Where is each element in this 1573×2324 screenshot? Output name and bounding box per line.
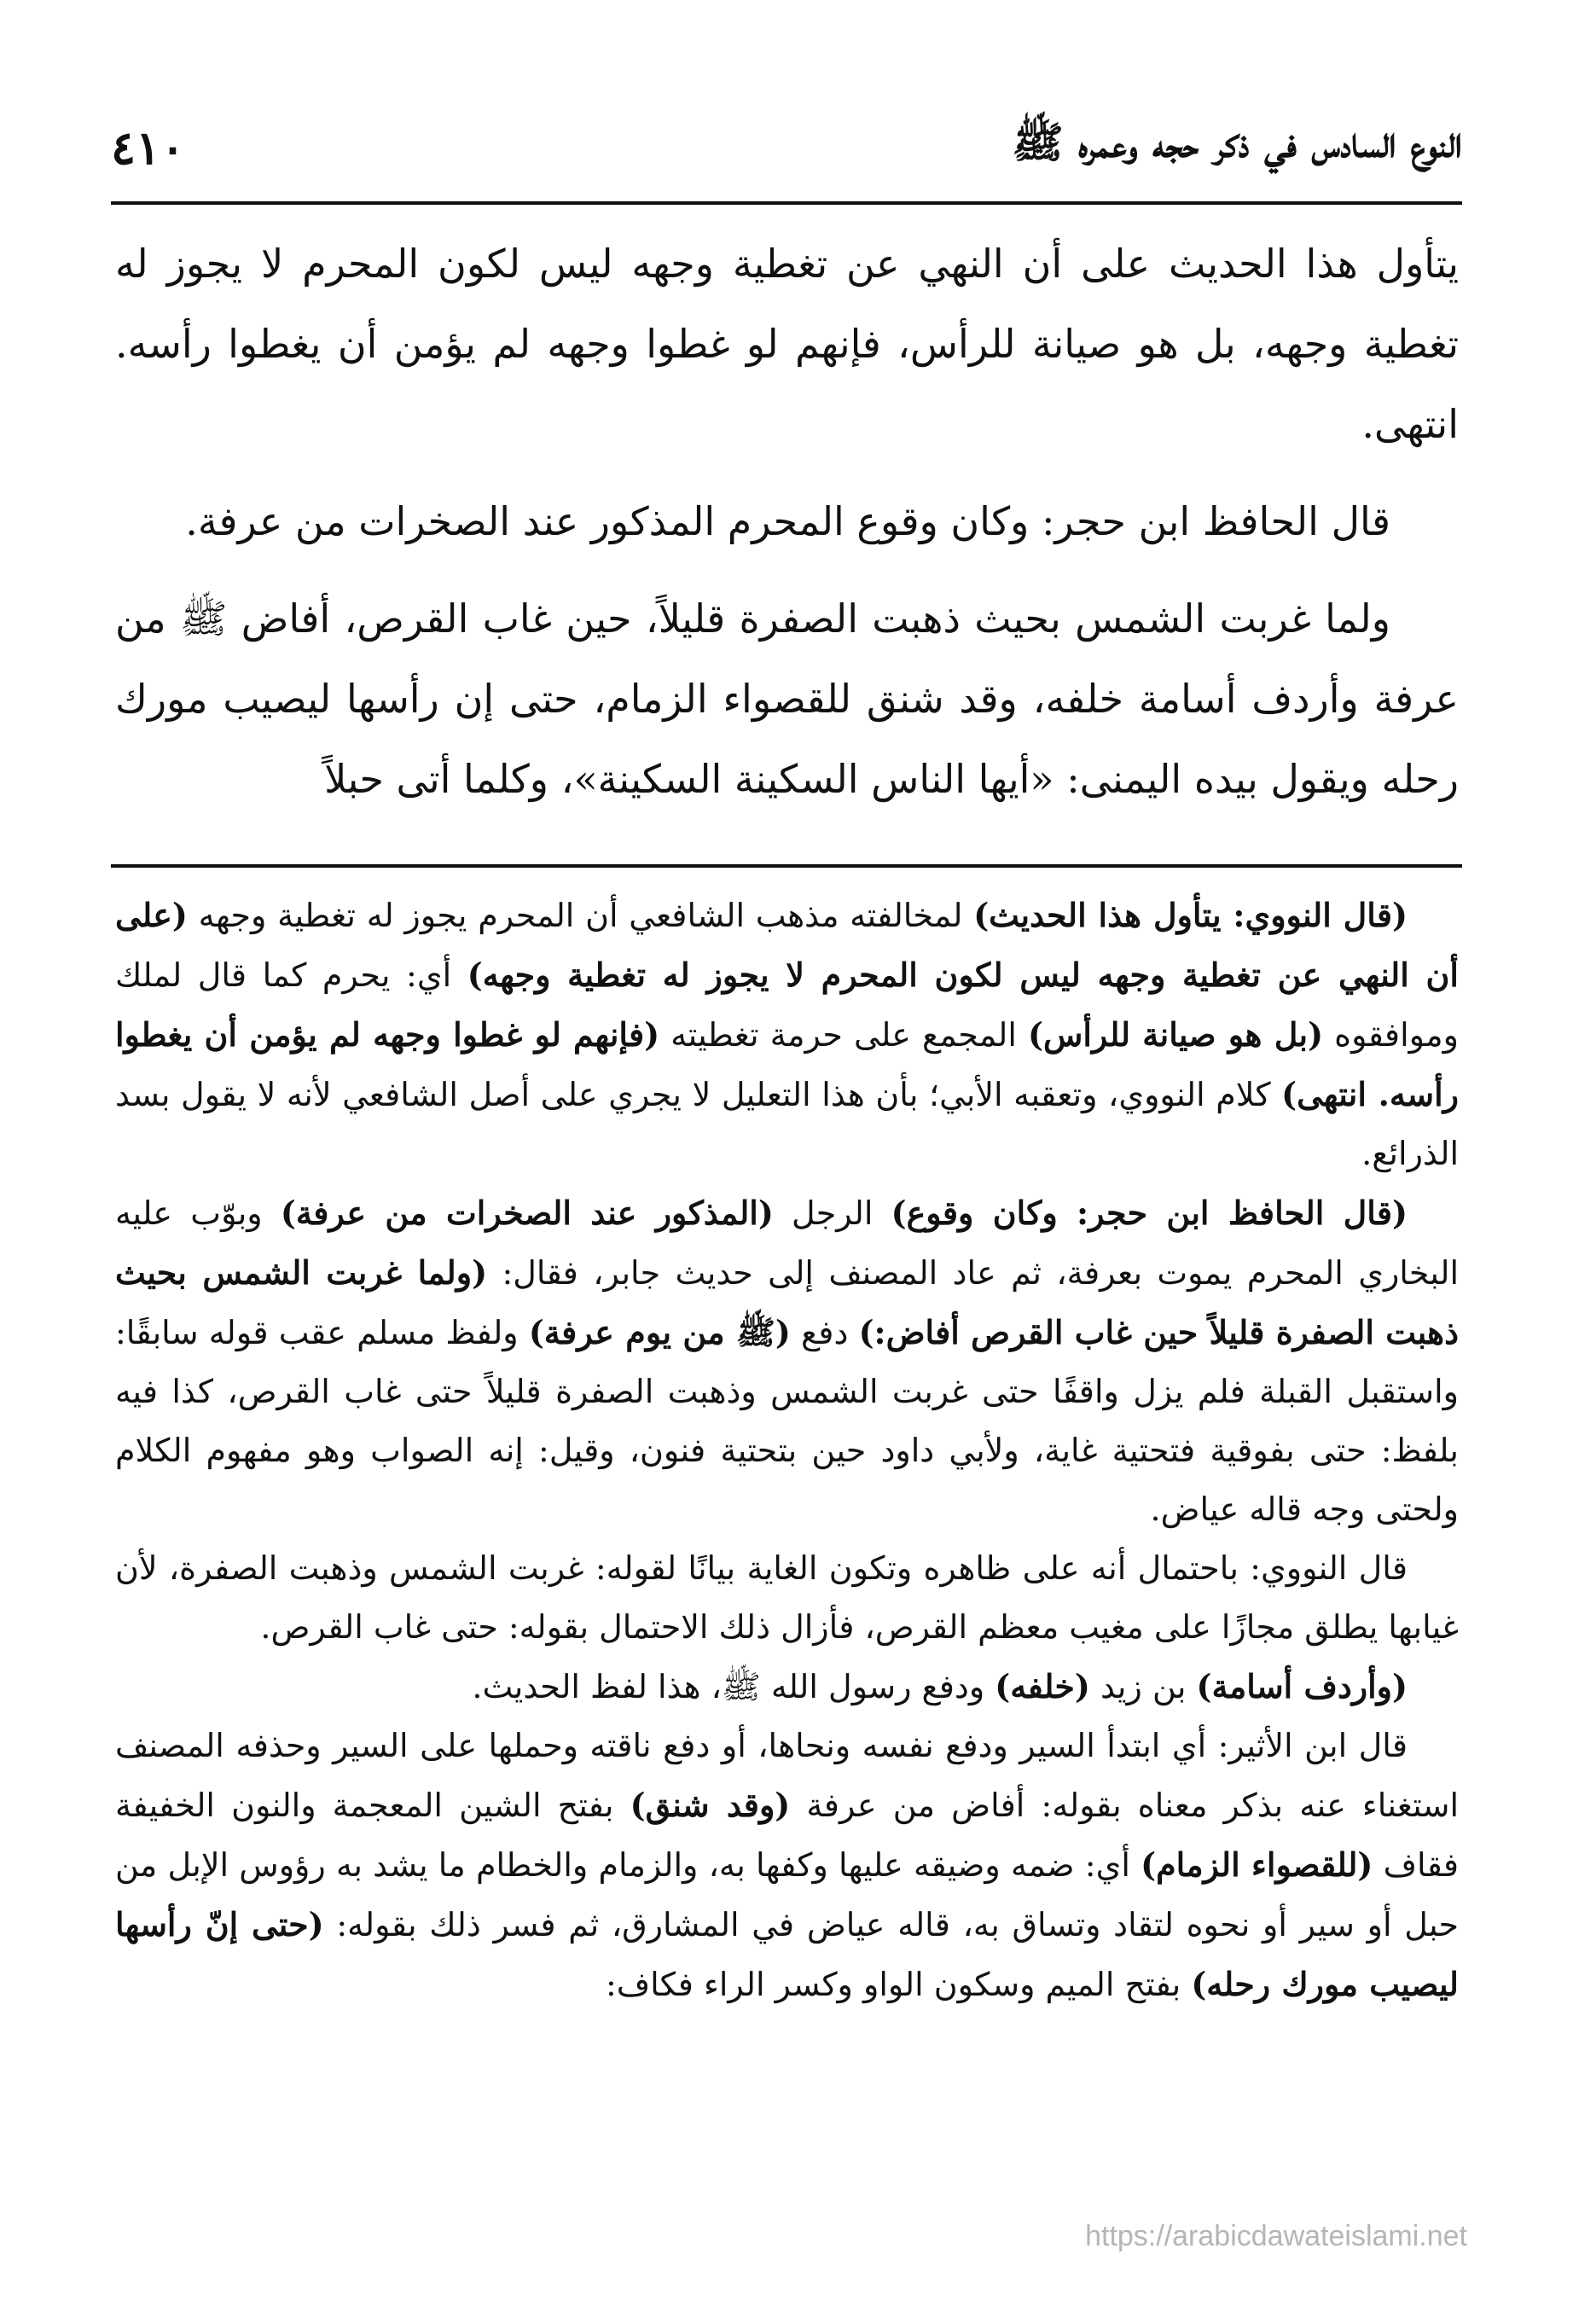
commentary-paragraph-3: قال النووي: باحتمال أنه على ظاهره وتكون الغاية بيانًا لقوله: غربت الشمس وذهبت الصفرة، لأن غيابها يطلق مجازًا على مغيب معظم القرص، فأزال ذلك الاحتمال بقوله: حتى غاب القرص.: [115, 1549, 1459, 1646]
quoted-matn-phrase: (فإنهم لو غطوا وجهه لم يؤمن أن يغطوا رأسه. انتهى): [115, 1015, 1459, 1113]
page-header: [111, 109, 1462, 186]
commentary-text-run: وبوّب عليه البخاري المحرم يموت بعرفة، ثم عاد المصنف إلى حديث جابر، فقال:: [115, 1194, 1459, 1292]
header-rule: [111, 201, 1462, 205]
main-paragraph-2: قال الحافظ ابن حجر: وكان وقوع المحرم المذكور عند الصخرات من عرفة.: [185, 498, 1390, 544]
watermark-url: https://arabicdawateislami.net: [1085, 2220, 1467, 2252]
commentary-paragraph-4: [115, 1657, 1459, 1717]
running-title: النوع السادس في ذكر حجه وعمره ﷺ: [1012, 117, 1462, 167]
main-text: [115, 224, 1459, 846]
commentary-text-run: الرجل: [773, 1194, 891, 1232]
commentary-text-run: ولفظ مسلم عقب قوله سابقًا: واستقبل القبلة فلم يزل واقفًا حتى غربت الشمس وذهبت الصفرة قليلاً حتى غاب القرص، كذا فيه بلفظ: حتى بفوقية فتحتية غاية، ولأبي داود حين بتحتية فنون، وقيل: إنه الصواب وهو مفهوم الكلام ولحتى وجه قاله عياض.: [115, 1314, 1459, 1528]
commentary-text-run: كلام النووي، وتعقبه الأبي؛ بأن هذا التعليل لا يجري على أصل الشافعي لأنه لا يقول بسد الذرائع.: [115, 1076, 1459, 1172]
quoted-matn-phrase: (ولما غربت الشمس بحيث ذهبت الصفرة قليلاً حين غاب القرص أفاض:): [115, 1253, 1459, 1351]
commentary-text-run: قال ابن الأثير: أي ابتدأ السير ودفع نفسه ونحاها، أو دفع ناقته وحملها على السير وحذفه المصنف استغناء عنه بذكر معناه بقوله: أفاض من عرفة: [115, 1727, 1459, 1824]
quoted-matn-phrase: (خلفه): [995, 1667, 1090, 1705]
footnote-divider: [111, 864, 1462, 868]
commentary-text: [115, 886, 1459, 2217]
quoted-matn-phrase: (وقد شنق): [630, 1786, 791, 1824]
quoted-matn-phrase: (حتى إنّ رأسها ليصيب مورك رحله): [115, 1905, 1459, 2003]
commentary-text-run: بفتح الشين المعجمة والنون الخفيفة فقاف: [115, 1787, 1459, 1884]
commentary-text-run: دفع: [790, 1314, 859, 1351]
commentary-paragraph-2: [115, 1183, 1459, 1539]
commentary-text-run: بن زيد: [1089, 1668, 1197, 1705]
commentary-text-run: المجمع على حرمة تغطيته: [659, 1016, 1028, 1054]
commentary-text-run: أي: يحرم كما قال لملك وموافقوه: [115, 956, 1459, 1054]
commentary-text-run: أي: ضمه وضيقه عليها وكفها به، والزمام والخطام ما يشد به رؤوس الإبل من حبل أو سير أو نحوه لتقاد وتساق به، قاله عياض في المشارق، ثم فسر ذلك بقوله:: [115, 1846, 1459, 1943]
commentary-paragraph-1: [115, 886, 1459, 1183]
main-paragraph-3: ولما غربت الشمس بحيث ذهبت الصفرة قليلاً، حين غاب القرص، أفاض ﷺ من عرفة وأردف أسامة خلفه، وقد شنق للقصواء الزمام، حتى إن رأسها ليصيب مورك رحله ويقول بيده اليمنى: «أيها الناس السكينة السكينة»، وكلما أتى حبلاً: [115, 596, 1459, 802]
quoted-matn-phrase: (قال النووي: يتأول هذا الحديث): [973, 896, 1408, 934]
quoted-matn-phrase: (قال الحافظ ابن حجر: وكان وقوع): [891, 1194, 1408, 1232]
commentary-paragraph-5: [115, 1717, 1459, 2014]
page-number: ٤١٠: [111, 120, 186, 175]
quoted-matn-phrase: (للقصواء الزمام): [1141, 1845, 1373, 1884]
quoted-matn-phrase: (المذكور عند الصخرات من عرفة): [280, 1194, 774, 1232]
commentary-text-run: ودفع رسول الله ﷺ، هذا لفظ الحديث.: [472, 1668, 995, 1705]
quoted-matn-phrase: (بل هو صيانة للرأس): [1027, 1015, 1324, 1054]
quoted-matn-phrase: (ﷺ من يوم عرفة): [528, 1313, 791, 1351]
commentary-text-run: بفتح الميم وسكون الواو وكسر الراء فكاف:: [605, 1966, 1192, 2003]
main-paragraph-1: يتأول هذا الحديث على أن النهي عن تغطية وجهه ليس لكون المحرم لا يجوز له تغطية وجهه، بل هو صيانة للرأس، فإنهم لو غطوا وجهه لم يؤمن أن يغطوا رأسه. انتهى.: [115, 241, 1459, 447]
commentary-text-run: لمخالفته مذهب الشافعي أن المحرم يجوز له تغطية وجهه: [187, 897, 974, 934]
quoted-matn-phrase: (وأردف أسامة): [1196, 1667, 1408, 1705]
quoted-matn-phrase: (على أن النهي عن تغطية وجهه ليس لكون المحرم لا يجوز له تغطية وجهه): [115, 896, 1459, 994]
